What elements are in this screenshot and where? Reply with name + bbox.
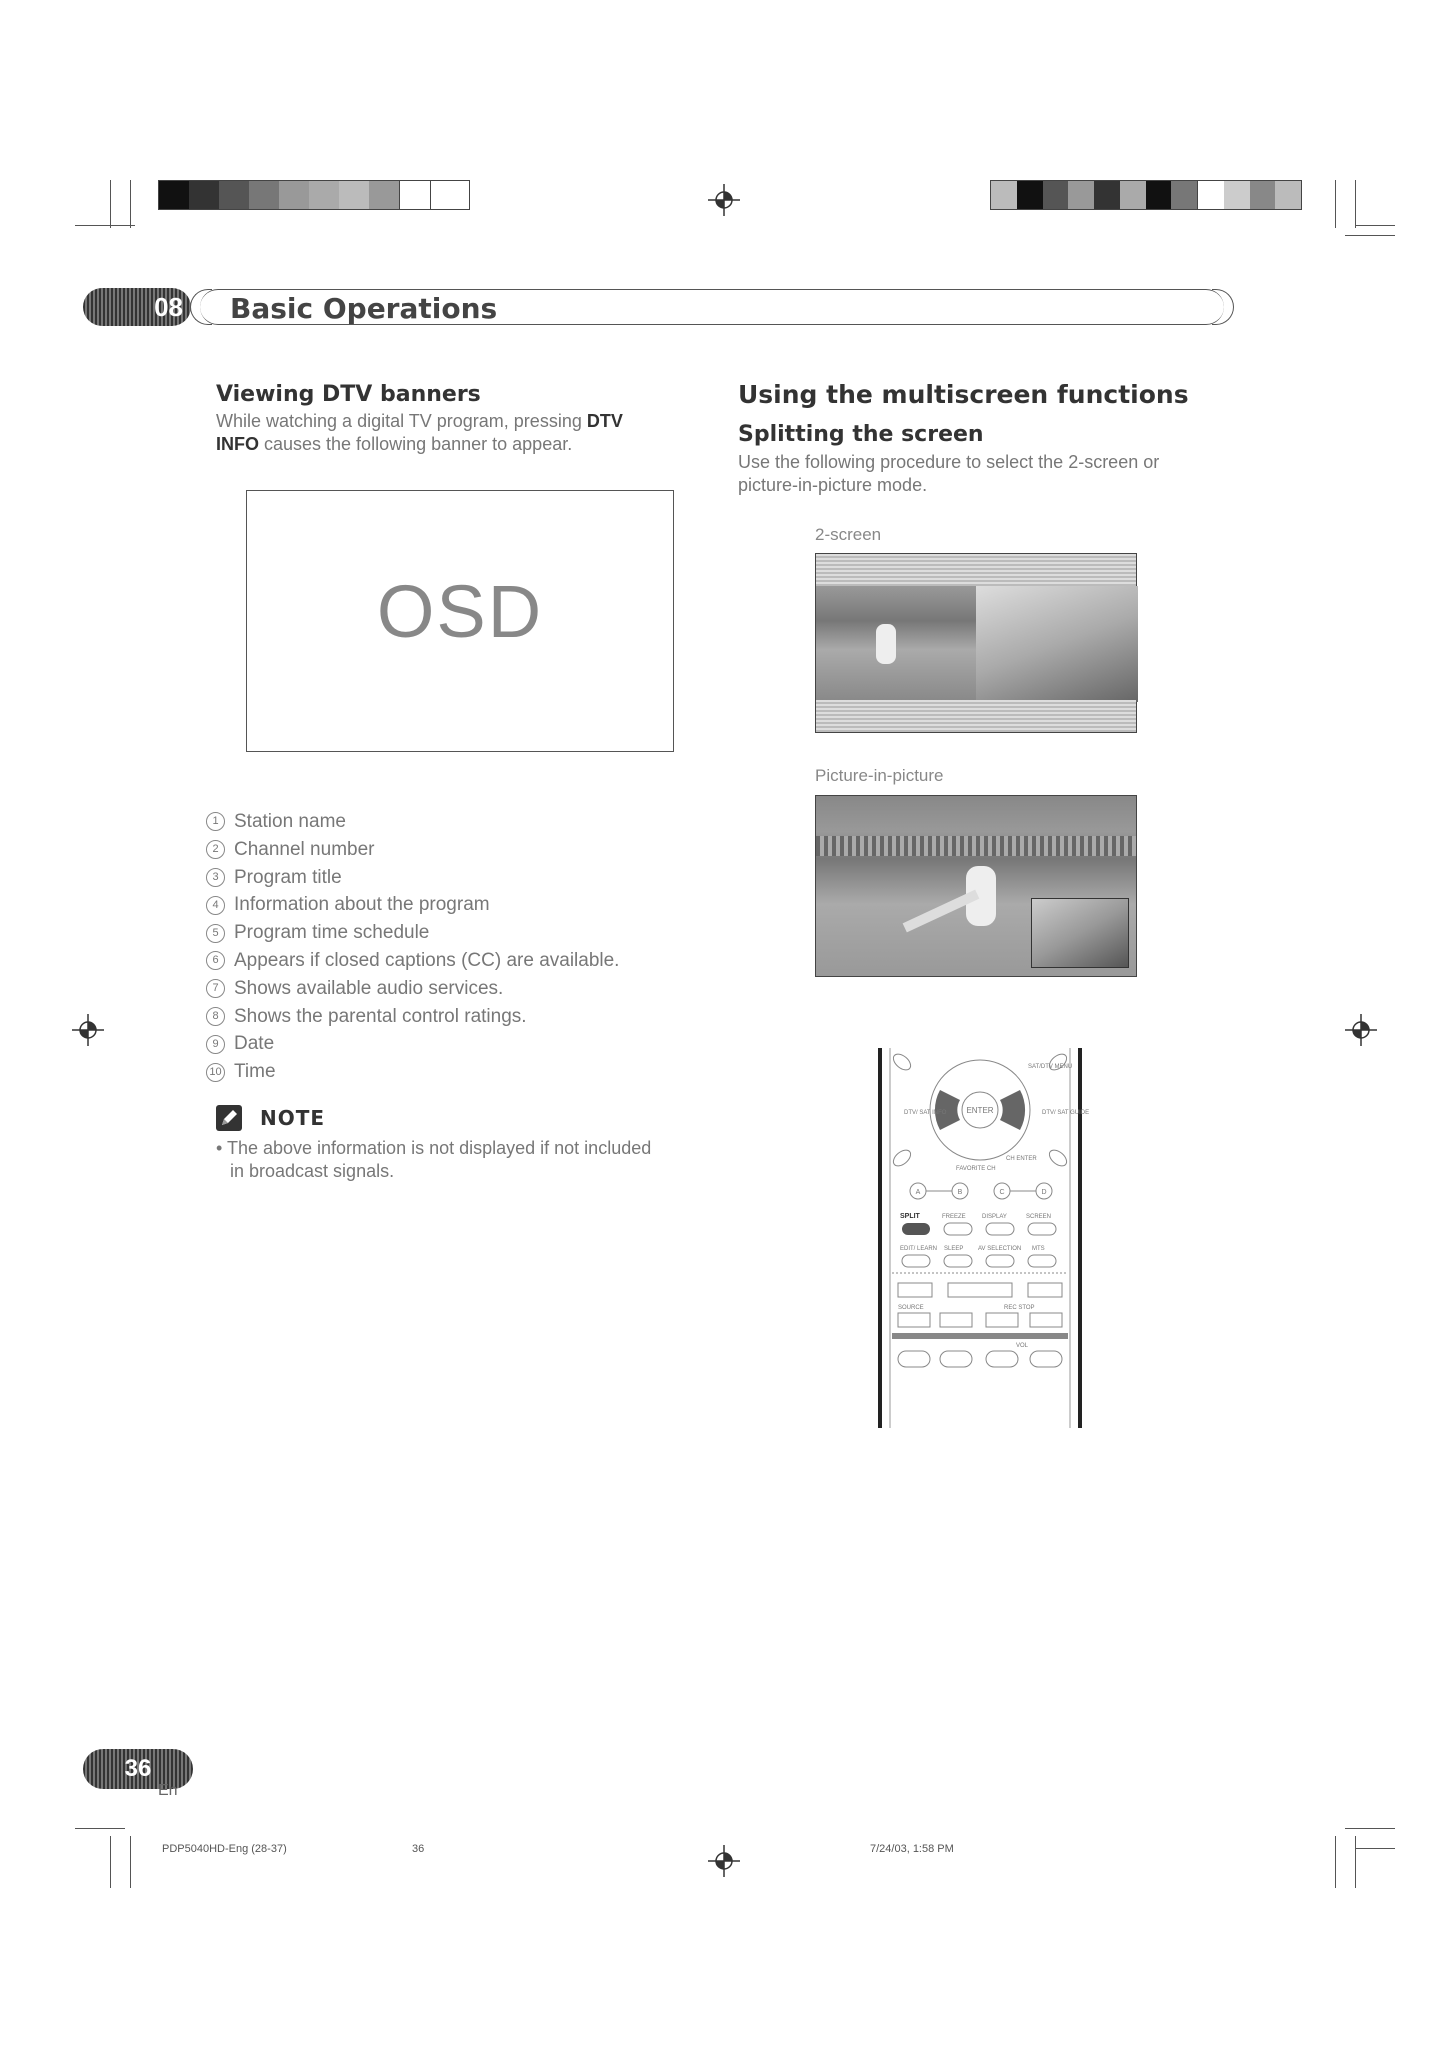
- legend-item: 10 Time: [206, 1058, 619, 1086]
- crop-mark: [75, 1828, 125, 1829]
- language-label: En: [158, 1782, 178, 1799]
- osd-banner-placeholder: [246, 490, 674, 752]
- button-b-label: B: [957, 1189, 963, 1196]
- remote-control-illustration: [878, 1048, 1090, 1428]
- legend-item: 5 Program time schedule: [206, 919, 619, 947]
- splitting-intro: Use the following procedure to select the 2-screen or picture-in-picture mode.: [738, 452, 1160, 495]
- chapter-title-bar: [200, 289, 1224, 325]
- note-pencil-icon: [216, 1105, 242, 1131]
- crop-mark: [110, 180, 111, 228]
- vol-label: VOL: [1016, 1343, 1029, 1349]
- dtv-guide-label: DTV/ SAT GUIDE: [1042, 1110, 1090, 1116]
- caption-pip: Picture-in-picture: [815, 766, 944, 785]
- caption-2screen: 2-screen: [815, 525, 882, 544]
- sat-menu-label: SAT/DTV MENU: [1028, 1064, 1073, 1070]
- source-label: SOURCE: [898, 1305, 924, 1311]
- note-text: • The above information is not displayed if not included in broadcast signals.: [216, 1138, 652, 1181]
- crop-mark: [1345, 235, 1395, 236]
- crop-mark: [1355, 180, 1356, 228]
- registration-crosshair-icon: [72, 1014, 104, 1046]
- favorite-ch-label: FAVORITE CH: [956, 1166, 996, 1172]
- registration-crosshair-icon: [708, 1845, 740, 1877]
- screen-label: SCREEN: [1026, 1214, 1052, 1220]
- split-label: SPLIT: [900, 1213, 920, 1220]
- legend-item: 2 Channel number: [206, 836, 619, 864]
- button-a-label: A: [915, 1189, 921, 1196]
- picture-in-picture-image: [815, 795, 1137, 977]
- crop-mark: [1335, 180, 1336, 228]
- chapter-number-tab: 08: [83, 288, 191, 326]
- footer-filename: PDP5040HD-Eng (28-37): [162, 1843, 287, 1855]
- registration-bar-right: [990, 180, 1302, 210]
- rec-stop-label: REC STOP: [1004, 1305, 1035, 1311]
- ch-enter-label: CH ENTER: [1006, 1156, 1037, 1162]
- legend-item: 3 Program title: [206, 864, 619, 892]
- dtv-banners-intro: While watching a digital TV program, pressing DTV INFO causes the following banner to appear.: [216, 411, 623, 454]
- legend-item: 4 Information about the program: [206, 891, 619, 919]
- button-d-label: D: [1041, 1189, 1047, 1196]
- mts-label: MTS: [1032, 1246, 1045, 1252]
- page-number-tab: 36: [83, 1749, 193, 1789]
- legend-item: 7 Shows available audio services.: [206, 975, 619, 1003]
- footer-datetime: 7/24/03, 1:58 PM: [870, 1843, 954, 1855]
- crop-mark: [1345, 1828, 1395, 1829]
- banner-legend-list: [206, 808, 619, 1086]
- crop-mark: [1335, 1836, 1336, 1888]
- section-heading-multiscreen: Using the multiscreen functions: [738, 380, 1189, 409]
- legend-item: 9 Date: [206, 1030, 619, 1058]
- crop-mark: [130, 1836, 131, 1888]
- crop-mark: [75, 225, 135, 226]
- crop-mark: [130, 180, 131, 228]
- crop-mark: [1355, 1836, 1356, 1888]
- dtv-info-label: DTV/ SAT INFO: [904, 1110, 947, 1116]
- registration-bar-left: [158, 180, 470, 210]
- av-selection-label: AV SELECTION: [978, 1246, 1022, 1252]
- two-screen-image: [815, 553, 1137, 733]
- edit-learn-label: EDIT/ LEARN: [900, 1246, 938, 1252]
- display-label: DISPLAY: [982, 1214, 1007, 1220]
- legend-item: 8 Shows the parental control ratings.: [206, 1003, 619, 1031]
- note-label: NOTE: [260, 1106, 326, 1130]
- section-heading-dtv-banners: Viewing DTV banners: [216, 382, 481, 407]
- freeze-label: FREEZE: [942, 1214, 966, 1220]
- crop-mark: [1355, 1848, 1395, 1849]
- chapter-title: Basic Operations: [230, 292, 498, 325]
- legend-item: 6 Appears if closed captions (CC) are available.: [206, 947, 619, 975]
- osd-label: OSD: [376, 570, 544, 653]
- subheading-splitting: Splitting the screen: [738, 422, 984, 447]
- registration-crosshair-icon: [708, 184, 740, 216]
- crop-mark: [1355, 225, 1395, 226]
- legend-item: 1 Station name: [206, 808, 619, 836]
- sleep-label: SLEEP: [944, 1246, 964, 1252]
- crop-mark: [110, 1836, 111, 1888]
- button-c-label: C: [999, 1189, 1005, 1196]
- registration-crosshair-icon: [1345, 1014, 1377, 1046]
- footer-page: 36: [412, 1843, 425, 1855]
- enter-button-label: ENTER: [966, 1106, 994, 1115]
